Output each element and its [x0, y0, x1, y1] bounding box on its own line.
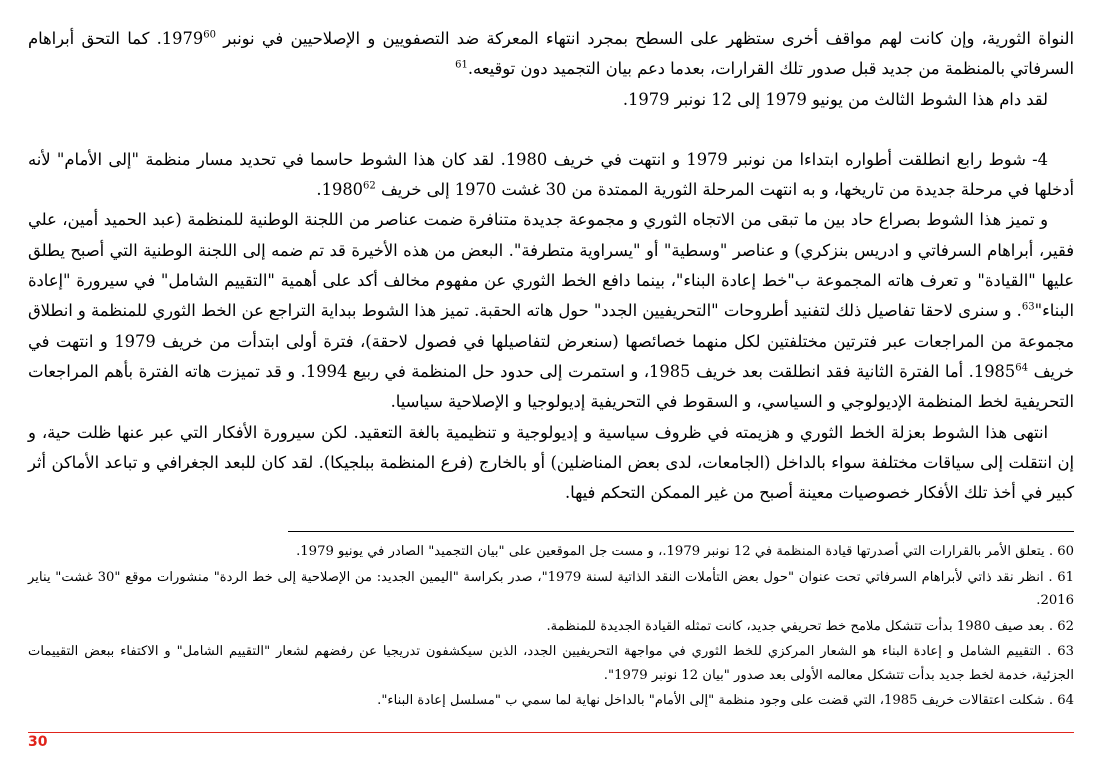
footnote-ref-63[interactable]: 63	[1021, 301, 1035, 313]
footnote-63: 63 . التقييم الشامل و إعادة البناء هو الشعار المركزي للخط الثوري في مواجهة التحريفيين الجدد، الذين سيكشفون تدريجيا عن رفضهم لشعار "التقييم الشامل" و الاكتفاء ببعض التقييمات الجزئية، خدمة لخط جديد بدأت تتشكل معالمه الأولى بعد صدور "بيان 12 نونبر 1979".	[28, 644, 1074, 683]
paragraph-gap	[28, 115, 1074, 145]
paragraph-1-text: النواة الثورية، وإن كانت لهم مواقف أخرى ستظهر على السطح بمجرد انتهاء المعركة ضد التصفويين و الإصلاحيين في نونبر 1979	[161, 29, 1074, 48]
footnote-64: 64 . شكلت اعتقالات خريف 1985، التي قضت على وجود منظمة "إلى الأمام" بالداخل نهاية لما سمي ب "مسلسل إعادة البناء".	[377, 693, 1074, 708]
paragraph-4c-text: . أما الفترة الثانية فقد انطلقت بعد خريف 1985، و استمرت إلى حدود حل المنظمة في ربيع 1994. و قد تميزت هاته الفترة بأهم المراجعات التحريفية لخط المنظمة الإديولوجي و السياسي، و السقوط في التحريفية إديولوجيا و الإصلاحية سياسيا.	[28, 361, 1074, 412]
page-footer-rule	[28, 732, 1074, 733]
paragraph-5: انتهى هذا الشوط بعزلة الخط الثوري و هزيمته في ظروف سياسية و إديولوجية و تنظيمية بالغة التعقيد. لكن سيرورة الأفكار التي عبر عنها ظلت حية، و إن انتقلت إلى سياقات مختلفة سواء بالداخل (الجامعات، لدى بعض المناضلين) أو بالخارج (فرع المنظمة ببلجيكا). لقد كان للبعد الجغرافي و تباعد الأماكن أثر كبير في أخذ تلك الأفكار خصوصيات معينة أصبح من غير الممكن التحكم فيها.	[28, 422, 1074, 503]
paragraph-1b-text: . كما التحق أبراهام السرفاتي بالمنظمة من جديد قبل صدور تلك القرارات، بعدما دعم بيان التجميد دون توقيعه.	[28, 29, 1074, 79]
paragraph-2: لقد دام هذا الشوط الثالث من يونيو 1979 إلى 12 نونبر 1979.	[622, 89, 1048, 109]
footnote-61: 61 . انظر نقد ذاتي لأبراهام السرفاتي تحت عنوان "حول بعض التأملات النقد الذاتية لسنة 1979"، صدر بكراسة "اليمين الجديد: من الإصلاحية إلى خط الردة" منشورات موقع "30 غشت" يناير 2016.	[28, 569, 1074, 608]
paragraph-4a-text: و تميز هذا الشوط بصراع حاد بين ما تبقى من الاتجاه الثوري و مجموعة جديدة متنافرة ضمت عناصر من اللجنة الوطنية للمنظمة (عبد الحميد أمين، علي فقير، أبراهام السرفاتي و ادريس بنزكري) و عناصر "وسطية" أو "يسراوية متطرفة". البعض من هذه الأخيرة قد تم ضمه إلى اللجنة الوطنية التي أصبح يطلق عليها "القيادة" و تعرف هاته المجموعة ب"خط إعادة البناء"، بينما دافع الخط الثوري عن مفهوم مخالف أكد على أهمية "التقييم الشامل" في سيرورة "إعادة البناء"	[28, 210, 1074, 321]
footnote-ref-61[interactable]: 61	[455, 59, 468, 71]
footnote-ref-64[interactable]: 64	[1015, 362, 1029, 374]
main-text	[28, 24, 1074, 508]
footnote-62: 62 . بعد صيف 1980 بدأت تتشكل ملامح خط تحريفي جديد، كانت تمثله القيادة الجديدة للمنظمة.	[546, 618, 1074, 634]
footnotes	[28, 540, 1074, 715]
footnote-ref-62[interactable]: 62	[363, 180, 376, 192]
paragraph-4b-text: . و سنرى لاحقا تفاصيل ذلك لتفنيد أطروحات "التحريفيين الجدد" حول هاته الحقبة. تميز هذا الشوط ببداية التراجع عن الخط الثوري للمنظمة و انطلاق مجموعة من المراجعات عبر فترتين مختلفتين لكل منهما خصائصها (سنعرض لتفاصيلها في فصول لاحقة)، فترة أولى ابتدأت من خريف 1979 و انتهت في خريف 1985	[28, 301, 1074, 381]
paragraph-3-text: 4- شوط رابع انطلقت أطواره ابتداءا من نونبر 1979 و انتهت في خريف 1980. لقد كان هذا الشوط حاسما في تحديد مسار منظمة "إلى الأمام" لأنه أدخلها في مرحلة جديدة من تاريخها، و به انتهت المرحلة الثورية الممتدة من 30 غشت 1970 إلى خريف 1980	[28, 149, 1074, 200]
paragraph-4	[28, 205, 1074, 417]
footnote-60: 60 . يتعلق الأمر بالقرارات التي أصدرتها قيادة المنظمة في 12 نونبر 1979.، و مست جل الموقعين على "بيان التجميد" الصادر في يونيو 1979.	[296, 544, 1074, 559]
paragraph-3: 4- شوط رابع انطلقت أطواره ابتداءا من نونبر 1979 و انتهت في خريف 1980. لقد كان هذا الشوط حاسما في تحديد مسار منظمة "إلى الأمام" لأنه أدخلها في مرحلة جديدة من تاريخها، و به انتهت المرحلة الثورية الممتدة من 30 غشت 1970 إلى خريف 1980$^{62}$.	[28, 149, 1074, 200]
footnote-separator	[288, 531, 1074, 532]
footnote-ref-60[interactable]: 60	[203, 29, 216, 41]
paragraph-1	[28, 24, 1074, 85]
page-number: 30	[28, 734, 48, 750]
page-body	[28, 24, 1074, 508]
